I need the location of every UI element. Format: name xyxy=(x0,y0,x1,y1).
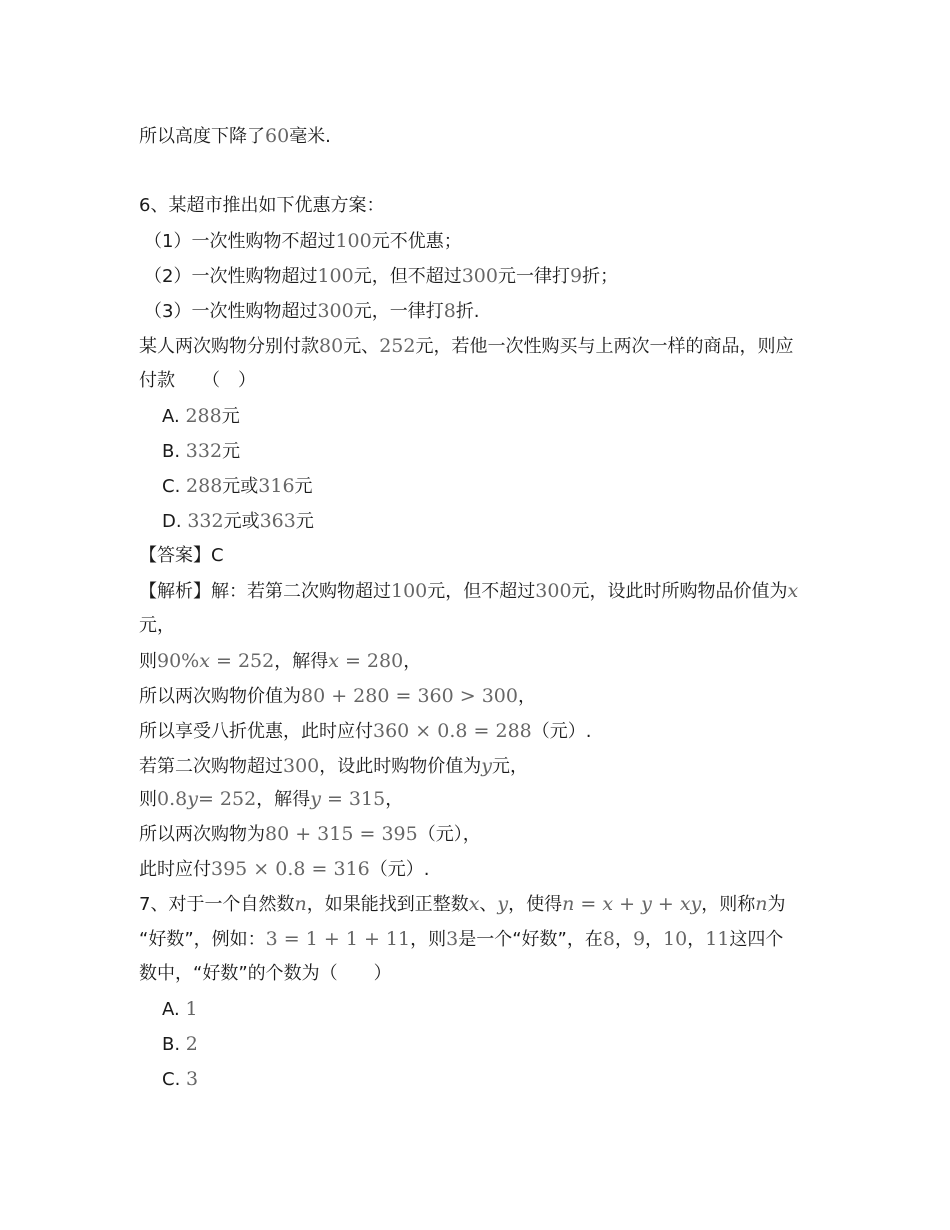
text-span: 所以享受八折优惠，此时应付 xyxy=(139,721,373,742)
math-span: x xyxy=(199,650,210,672)
q6-solution-line-6 xyxy=(139,788,403,811)
q6-option-c xyxy=(162,475,313,498)
math-span: 80 xyxy=(319,335,344,357)
text-line-height-drop xyxy=(139,125,331,148)
q6-option-d xyxy=(162,510,314,533)
math-span: 300 xyxy=(461,265,498,287)
math-span: 363 xyxy=(259,510,296,532)
text-span: ， xyxy=(385,789,404,810)
text-span: ， xyxy=(645,929,664,950)
text-span: B. xyxy=(162,1034,186,1055)
math-span: = 252 xyxy=(209,650,275,672)
q6-rule-1 xyxy=(144,230,462,253)
math-span: 300 xyxy=(535,580,572,602)
text-span: 元或 xyxy=(223,511,260,532)
text-span: ，设此时购物价值为 xyxy=(319,756,482,777)
math-span: 9 xyxy=(632,928,646,950)
question-7-line-2 xyxy=(139,928,783,951)
text-span: 7、对于一个自然数 xyxy=(139,894,295,915)
math-span: 332 xyxy=(187,510,224,532)
math-span: 288 xyxy=(186,475,223,497)
text-span: B. xyxy=(162,441,186,462)
q6-solution-line-2 xyxy=(139,650,421,673)
math-span: 316 xyxy=(258,475,295,497)
math-span: 0.8 xyxy=(157,788,188,810)
math-span: x xyxy=(468,893,480,915)
math-span: 100 xyxy=(317,265,354,287)
math-span: 80 + 315 = 395 xyxy=(265,823,418,845)
text-span: C. xyxy=(162,476,187,497)
text-span: ， xyxy=(687,929,706,950)
text-span: 元 xyxy=(295,511,314,532)
math-span: 11 xyxy=(705,928,730,950)
math-span: = 315 xyxy=(320,788,386,810)
q6-option-a xyxy=(162,405,240,428)
text-span: （元）， xyxy=(417,824,481,845)
text-span: 元，但不超过 xyxy=(427,581,536,602)
math-span: y xyxy=(497,893,509,915)
math-span: 360 × 0.8 = 288 xyxy=(373,720,532,742)
question-7-line-1 xyxy=(139,893,786,916)
text-span: ，则 xyxy=(410,929,447,950)
math-span: x xyxy=(328,650,339,672)
math-span: y xyxy=(481,755,492,777)
math-span: 300 xyxy=(283,755,320,777)
text-span: （元）. xyxy=(369,859,430,880)
math-span: x xyxy=(787,580,799,602)
text-span: ，则称 xyxy=(701,894,756,915)
text-span: 是一个“好数”，在 xyxy=(458,929,603,950)
question-6-title: 6、某超市推出如下优惠方案： xyxy=(139,195,385,216)
text-span: A. xyxy=(162,406,186,427)
text-span: 毫米. xyxy=(289,126,331,147)
question-7-line-3: 数中，“好数”的个数为（ ） xyxy=(139,963,392,984)
text-span: ，解得 xyxy=(274,651,329,672)
q7-option-c xyxy=(162,1068,198,1091)
math-span: 60 xyxy=(265,125,290,147)
text-span: 若第二次购物超过 xyxy=(139,756,283,777)
math-span: 395 × 0.8 = 316 xyxy=(211,858,370,880)
text-span: 、 xyxy=(479,894,498,915)
math-span: 3 xyxy=(446,928,459,950)
math-span: 300 xyxy=(317,300,354,322)
math-span: 332 xyxy=(185,440,223,462)
math-span: n xyxy=(755,893,768,915)
text-span: 元、 xyxy=(343,336,380,357)
math-span: = 252 xyxy=(197,788,257,810)
text-span: C. xyxy=(162,1069,187,1090)
text-span: 元，设此时所购物品价值为 xyxy=(571,581,788,602)
q7-option-a xyxy=(162,998,198,1021)
math-span: y xyxy=(187,788,198,810)
q6-solution-line-1b: 元， xyxy=(139,615,175,636)
math-span: 90% xyxy=(157,650,200,672)
text-span: 这四个 xyxy=(729,929,784,950)
text-span: 折； xyxy=(582,266,619,287)
text-span: 元 xyxy=(294,476,313,497)
text-span: 所以高度下降了 xyxy=(139,126,265,147)
math-span: n = x + y + xy xyxy=(562,893,702,915)
q6-rule-3 xyxy=(144,300,480,323)
text-span: “好数”，例如： xyxy=(139,929,266,950)
q6-solution-line-7 xyxy=(139,823,481,846)
q6-answer: 【答案】C xyxy=(139,545,224,566)
math-span: 9 xyxy=(569,265,583,287)
text-span: 为 xyxy=(767,894,786,915)
math-span: 100 xyxy=(391,580,428,602)
text-span: 元不优惠； xyxy=(371,231,462,252)
text-span: ， xyxy=(614,929,633,950)
text-span: ，使得 xyxy=(508,894,563,915)
text-span: 所以两次购物价值为 xyxy=(139,686,301,707)
math-span: 288 xyxy=(185,405,222,427)
q6-solution-line-5 xyxy=(139,755,528,778)
math-span: 8 xyxy=(602,928,615,950)
math-span: 10 xyxy=(663,928,688,950)
text-span: 元，但不超过 xyxy=(353,266,462,287)
math-span: 1 xyxy=(185,998,198,1020)
text-span: 所以两次购物为 xyxy=(139,824,265,845)
text-span: D. xyxy=(162,511,188,532)
text-span: ， xyxy=(517,686,536,707)
text-span: A. xyxy=(162,999,186,1020)
text-span: 此时应付 xyxy=(139,859,211,880)
text-span: （元）. xyxy=(531,721,592,742)
q7-option-b xyxy=(162,1033,198,1056)
text-span: （2）一次性购物超过 xyxy=(144,266,318,287)
q6-rule-2 xyxy=(144,265,618,288)
math-span: 2 xyxy=(185,1033,198,1055)
math-span: = 280 xyxy=(338,650,404,672)
text-span: （3）一次性购物超过 xyxy=(144,301,318,322)
text-span: 元，一律打 xyxy=(353,301,444,322)
text-span: 元 xyxy=(221,406,240,427)
q6-solution-line-3 xyxy=(139,685,536,708)
text-span: ， xyxy=(403,651,422,672)
q6-solution-line-1 xyxy=(139,580,798,603)
text-span: ，如果能找到正整数 xyxy=(306,894,469,915)
text-span: 则 xyxy=(139,651,157,672)
math-span: 3 = 1 + 1 + 11 xyxy=(265,928,411,950)
q6-solution-line-8 xyxy=(139,858,429,881)
q6-stem-line-1 xyxy=(139,335,793,358)
math-span: n xyxy=(294,893,307,915)
text-span: 元，若他一次性购买与上两次一样的商品，则应 xyxy=(415,336,794,357)
math-span: y xyxy=(310,788,321,810)
text-span: 元或 xyxy=(222,476,259,497)
text-span: ，解得 xyxy=(256,789,311,810)
math-span: 80 + 280 = 360 > 300 xyxy=(301,685,518,707)
text-span: 折. xyxy=(455,301,480,322)
math-span: 100 xyxy=(335,230,372,252)
math-span: 252 xyxy=(379,335,416,357)
text-span: 元一律打 xyxy=(497,266,570,287)
text-span: 元 xyxy=(222,441,241,462)
q6-stem-line-2: 付款 （ ） xyxy=(139,370,256,391)
text-span: 【解析】解：若第二次购物超过 xyxy=(139,581,391,602)
text-span: 某人两次购物分别付款 xyxy=(139,336,319,357)
text-span: 则 xyxy=(139,789,157,810)
q6-option-b xyxy=(162,440,240,463)
text-span: 元， xyxy=(492,756,528,777)
math-span: 8 xyxy=(443,300,456,322)
q6-solution-line-4 xyxy=(139,720,591,743)
text-span: （1）一次性购物不超过 xyxy=(144,231,336,252)
math-span: 3 xyxy=(186,1068,199,1090)
